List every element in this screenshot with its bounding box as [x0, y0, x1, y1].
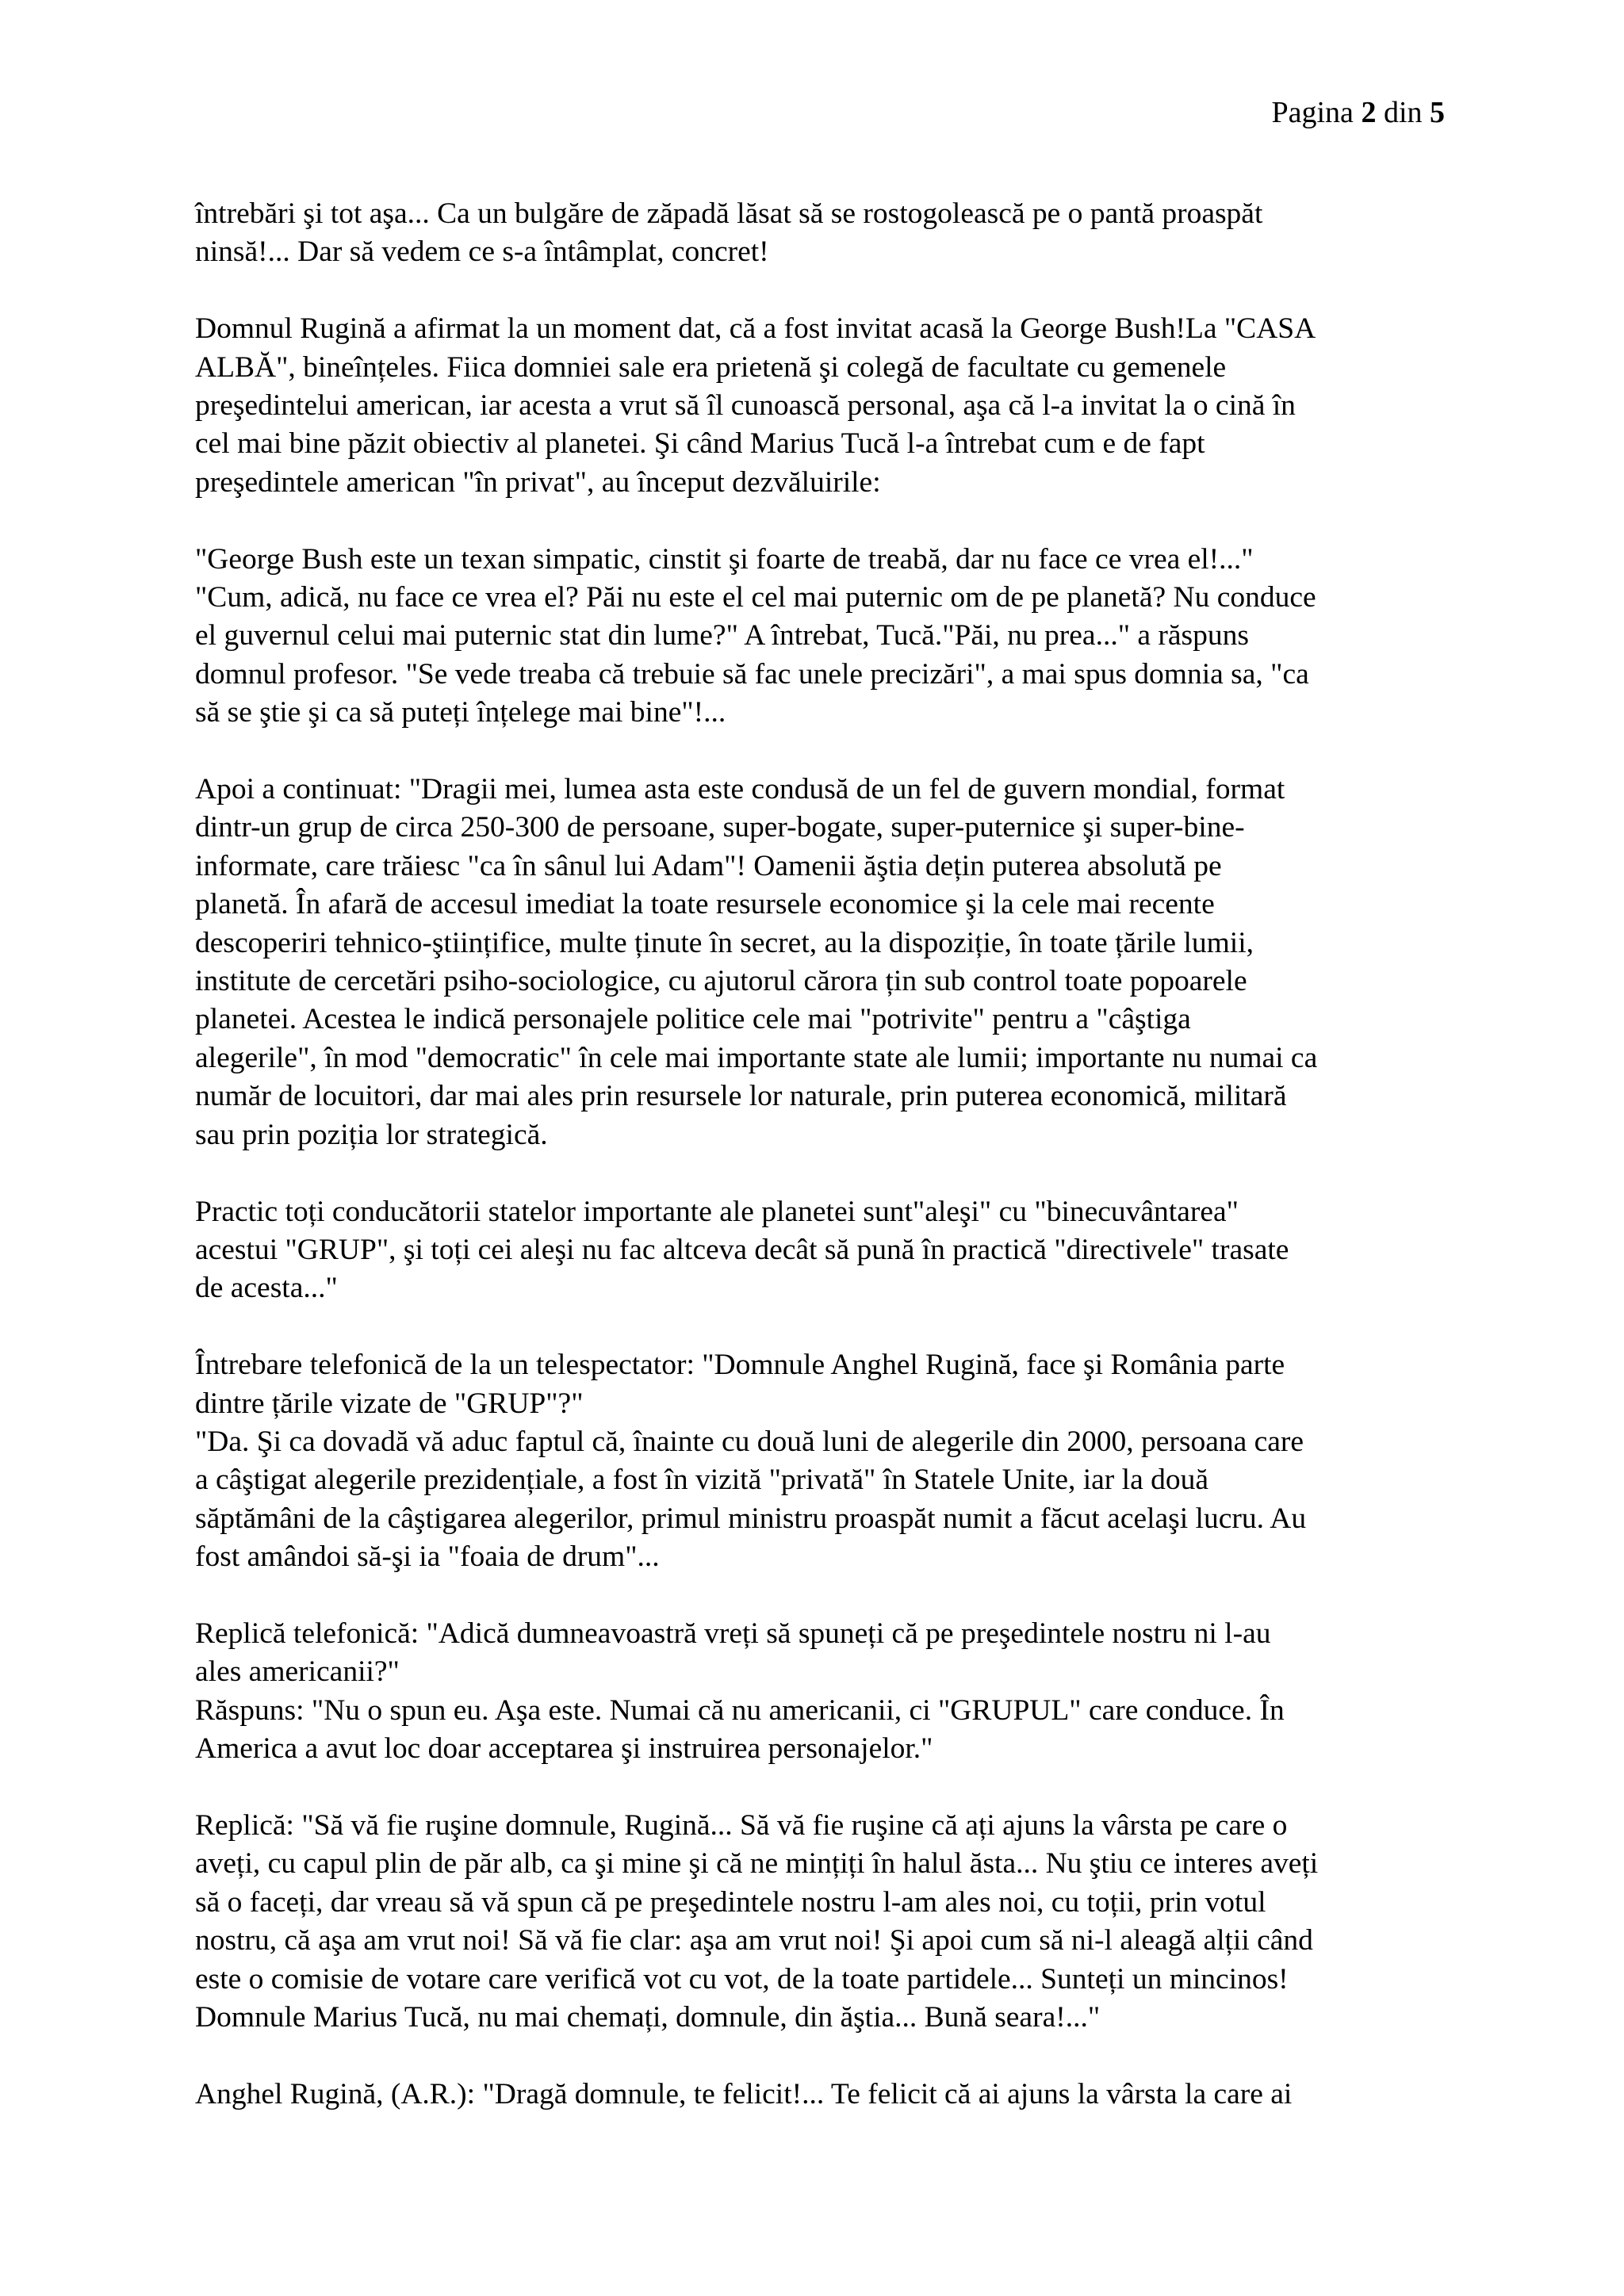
text-line: săptămâni de la câştigarea alegerilor, primul ministru proaspăt numit a făcut acelaşi lucru. Au	[195, 1502, 1307, 1535]
text-line: Practic toți conducătorii statelor importante ale planetei sunt"aleşi" cu "binecuvântarea"	[195, 1195, 1239, 1228]
text-line: este o comisie de votare care verifică vot cu vot, de la toate partidele... Sunteți un mincinos!	[195, 1962, 1289, 1996]
text-line: sau prin poziția lor strategică.	[195, 1118, 548, 1151]
text-line: "Cum, adică, nu face ce vrea el? Păi nu este el cel mai puternic om de pe planetă? Nu conduce	[195, 581, 1316, 614]
paragraph	[195, 1346, 1440, 1576]
text-line: "Da. Şi ca dovadă vă aduc faptul că, înainte cu două luni de alegerile din 2000, persoana care	[195, 1425, 1304, 1458]
text-line: ALBĂ", bineînțeles. Fiica domniei sale era prietenă şi colegă de facultate cu gemenele	[195, 350, 1227, 384]
text-line: nostru, că aşa am vrut noi! Să vă fie clar: aşa am vrut noi! Şi apoi cum să ni-l aleagă alții când	[195, 1924, 1313, 1957]
text-line: preşedintelui american, iar acesta a vrut să îl cunoască personal, aşa că l-a invitat la o cină în	[195, 389, 1296, 423]
text-line: Apoi a continuat: "Dragii mei, lumea asta este condusă de un fel de guvern mondial, format	[195, 773, 1285, 806]
text-line: aveți, cu capul plin de păr alb, ca şi mine şi că ne mințiți în halul ăsta... Nu ştiu ce interes aveți	[195, 1847, 1319, 1881]
page-number-header	[1272, 94, 1446, 132]
text-line: întrebări şi tot aşa... Ca un bulgăre de zăpadă lăsat să se rostogolească pe o pantă proaspăt	[195, 197, 1263, 230]
paragraph	[195, 195, 1440, 272]
text-line: cel mai bine păzit obiectiv al planetei. Şi când Marius Tucă l-a întrebat cum e de fapt	[195, 427, 1205, 461]
text-line: Întrebare telefonică de la un telespectator: "Domnule Anghel Rugină, face şi România parte	[195, 1349, 1285, 1382]
paragraph	[195, 771, 1440, 1154]
text-line: Domnule Marius Tucă, nu mai chemați, domnule, din ăştia... Bună seara!..."	[195, 2000, 1101, 2034]
text-line: acestui "GRUP", şi toți cei aleşi nu fac altceva decât să pună în practică "directivele" trasate	[195, 1233, 1289, 1266]
text-line: el guvernul celui mai puternic stat din lume?" A întrebat, Tucă."Păi, nu prea..." a răspuns	[195, 619, 1249, 652]
text-line: institute de cercetări psiho-sociologice, cu ajutorul cărora țin sub control toate popoarele	[195, 965, 1247, 998]
page-label: Pagina	[1271, 96, 1362, 129]
document-body	[195, 195, 1440, 2152]
text-line: Domnul Rugină a afirmat la un moment dat, că a fost invitat acasă la George Bush!La "CASA	[195, 312, 1316, 346]
text-line: planetei. Acestea le indică personajele politice cele mai "potrivite" pentru a "câştiga	[195, 1003, 1191, 1036]
text-line: America a avut loc doar acceptarea şi instruirea personajelor."	[195, 1732, 933, 1766]
paragraph	[195, 1615, 1440, 1769]
page-separator: din	[1376, 96, 1430, 129]
text-line: să o faceți, dar vreau să vă spun că pe preşedintele nostru l-am ales noi, cu toții, prin votul	[195, 1885, 1266, 1919]
text-line: descoperiri tehnico-ştiințifice, multe ținute în secret, au la dispoziție, în toate țările lumii,	[195, 926, 1254, 959]
text-line: planetă. În afară de accesul imediat la toate resursele economice şi la cele mai recente	[195, 888, 1215, 921]
text-line: să se ştie şi ca să puteți înțelege mai bine"!...	[195, 696, 726, 729]
text-line: dintre țările vizate de "GRUP"?"	[195, 1387, 584, 1420]
text-line: Replică: "Să vă fie ruşine domnule, Rugină... Să vă fie ruşine că ați ajuns la vârsta pe care o	[195, 1808, 1288, 1842]
text-line: număr de locuitori, dar mai ales prin resursele lor naturale, prin puterea economică, militară	[195, 1080, 1287, 1113]
paragraph	[195, 1807, 1440, 2037]
text-line: Anghel Rugină, (A.R.): "Dragă domnule, te felicit!... Te felicit că ai ajuns la vârsta la care ai	[195, 2077, 1293, 2110]
paragraph	[195, 2076, 1440, 2114]
paragraph	[195, 310, 1440, 502]
text-line: de acesta..."	[195, 1272, 338, 1305]
text-line: "George Bush este un texan simpatic, cinstit şi foarte de treabă, dar nu face ce vrea el!..."	[195, 542, 1254, 576]
text-line: Răspuns: "Nu o spun eu. Aşa este. Numai că nu americanii, ci "GRUPUL" care conduce. În	[195, 1693, 1285, 1727]
text-line: alegerile", în mod "democratic" în cele mai importante state ale lumii; importante nu numai ca	[195, 1041, 1318, 1074]
text-line: fost amândoi să-şi ia "foaia de drum"...	[195, 1540, 660, 1574]
text-line: ninsă!... Dar să vedem ce s-a întâmplat, concret!	[195, 235, 769, 269]
total-pages-number: 5	[1430, 96, 1445, 129]
text-line: domnul profesor. "Se vede treaba că trebuie să fac unele precizări", a mai spus domnia sa, "ca	[195, 657, 1309, 691]
text-line: informate, care trăiesc "ca în sânul lui Adam"! Oamenii ăştia dețin puterea absolută pe	[195, 849, 1222, 882]
text-line: dintr-un grup de circa 250-300 de persoane, super-bogate, super-puternice şi super-bine-	[195, 811, 1245, 844]
paragraph	[195, 541, 1440, 733]
text-line: ales americanii?"	[195, 1655, 400, 1689]
text-line: Replică telefonică: "Adică dumneavoastră vreți să spuneți că pe preşedintele nostru ni l-au	[195, 1617, 1271, 1650]
paragraph	[195, 1193, 1440, 1308]
text-line: preşedintele american "în privat", au început dezvăluirile:	[195, 465, 881, 499]
current-page-number: 2	[1361, 96, 1377, 129]
text-line: a câştigat alegerile prezidențiale, a fost în vizită "privată" în Statele Unite, iar la două	[195, 1464, 1209, 1497]
